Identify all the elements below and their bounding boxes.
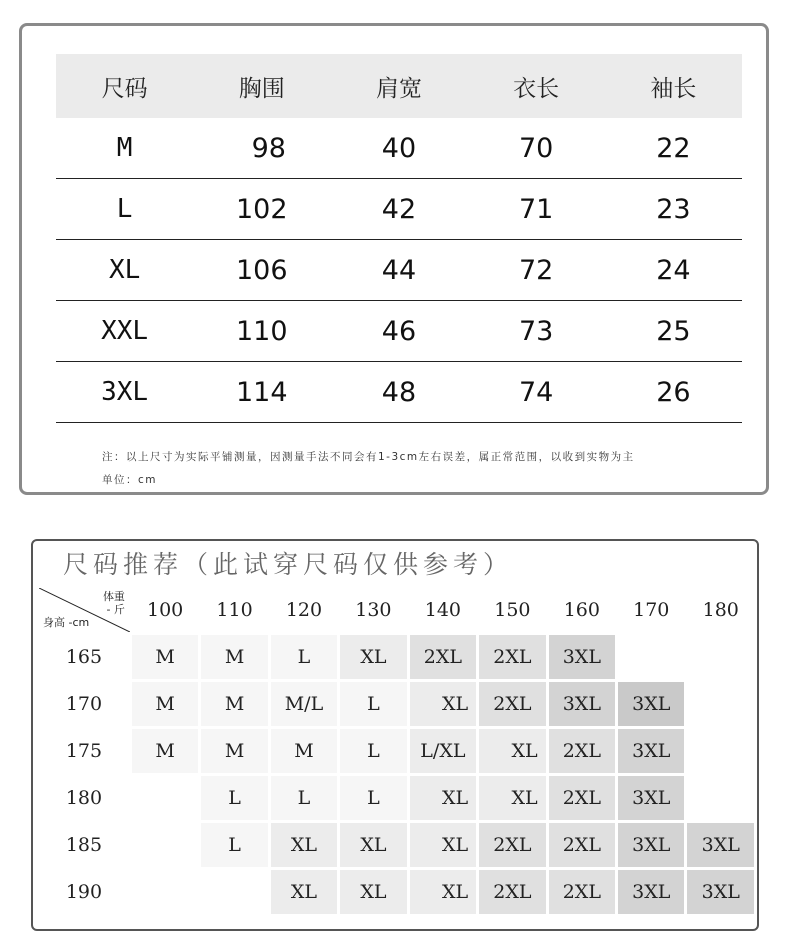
header-shoulder: 肩宽 [330,54,467,118]
table-row [56,240,742,301]
weight-header: 180 [702,599,739,621]
height-header: 170 [65,693,103,715]
chest-cell: 106 [193,240,330,301]
sleeve-cell: 24 [605,240,742,301]
table-row [39,776,754,820]
length-cell: 72 [468,240,605,301]
weight-unit: - 斤 [106,603,125,616]
size-cell: 3XL [618,776,684,820]
table-row [39,729,754,773]
size-cell: XXL [56,301,193,362]
size-cell: 3XL [618,682,684,726]
weight-header: 130 [355,599,392,621]
size-cell: 2XL [479,870,545,914]
recommendation-table [36,585,757,917]
size-cell [687,635,754,679]
table-row [56,118,742,179]
size-cell: 2XL [479,823,545,867]
size-cell: 3XL [549,635,615,679]
weight-header-row [39,588,754,632]
size-cell: L [201,823,267,867]
size-cell: M [132,635,198,679]
chest-cell: 102 [193,179,330,240]
sleeve-cell: 23 [605,179,742,240]
size-cell: 2XL [549,729,615,773]
size-cell: 3XL [618,870,684,914]
size-cell: L/XL [410,729,477,773]
chest-cell: 98 [193,118,330,179]
size-cell: L [340,729,406,773]
weight-header: 120 [285,599,323,621]
header-length: 衣长 [468,54,605,118]
table-row [56,362,742,423]
header-sleeve: 袖长 [605,54,742,118]
length-cell: 70 [468,118,605,179]
size-cell: 3XL [56,362,193,423]
size-cell [132,776,198,820]
size-cell: XL [340,635,406,679]
size-cell: 3XL [618,729,684,773]
weight-header: 110 [216,599,253,621]
size-cell [201,870,267,914]
sleeve-cell: 26 [605,362,742,423]
size-cell: L [201,776,267,820]
size-cell: 2XL [410,635,477,679]
size-cell: XL [271,823,337,867]
size-cell: 2XL [549,776,615,820]
table-row [56,179,742,240]
size-cell: XL [56,240,193,301]
unit-note: 单位：cm [102,474,158,486]
shoulder-cell: 48 [330,362,467,423]
size-cell [132,823,198,867]
size-cell: 2XL [479,682,545,726]
size-chart-header-row [56,54,742,118]
header-size: 尺码 [56,54,193,118]
length-cell: 73 [468,301,605,362]
size-cell: M/L [271,682,337,726]
chest-cell: 114 [193,362,330,423]
height-header: 185 [65,834,103,856]
size-cell: XL [479,776,545,820]
size-cell: L [56,179,193,240]
weight-header: 150 [494,599,531,621]
size-cell: M [201,729,267,773]
weight-header: 100 [147,599,184,621]
chest-cell: 110 [193,301,330,362]
shoulder-cell: 46 [330,301,467,362]
size-recommendation-card [31,539,759,931]
shoulder-cell: 40 [330,118,467,179]
weight-label: 体重 [102,590,125,603]
size-cell: 3XL [618,823,684,867]
size-cell [132,870,198,914]
height-axis-label: 身高 -cm [43,616,90,629]
size-cell: XL [479,729,545,773]
size-cell: XL [271,870,337,914]
size-cell: M [201,682,267,726]
table-row [56,301,742,362]
size-cell: 3XL [549,682,615,726]
height-header: 190 [65,881,103,903]
table-row [39,870,754,914]
height-header: 180 [65,787,103,809]
size-cell: XL [410,776,477,820]
size-cell: M [271,729,337,773]
size-cell: 2XL [549,823,615,867]
size-cell [618,635,684,679]
size-cell [687,776,754,820]
shoulder-cell: 42 [330,179,467,240]
size-cell: XL [410,870,477,914]
shoulder-cell: 44 [330,240,467,301]
weight-header: 140 [424,599,462,621]
sleeve-cell: 22 [605,118,742,179]
size-cell: XL [410,682,477,726]
table-row [39,682,754,726]
size-cell: L [271,635,337,679]
size-cell: L [340,776,406,820]
table-row [39,635,754,679]
measurement-note: 注：以上尺寸为实际平铺测量，因测量手法不同会有1-3cm左右误差，属正常范围，以收到实物为主 [102,451,635,463]
size-cell: M [56,118,193,179]
table-row [39,823,754,867]
size-cell: XL [340,870,406,914]
corner-header [39,588,129,632]
sleeve-cell: 25 [605,301,742,362]
size-cell: 3XL [687,870,754,914]
size-cell: XL [410,823,477,867]
size-cell: 3XL [687,823,754,867]
size-cell: 2XL [479,635,545,679]
size-cell: M [201,635,267,679]
size-cell: L [340,682,406,726]
recommendation-title: 尺码推荐（此试穿尺码仅供参考） [63,550,514,579]
size-cell: 2XL [549,870,615,914]
height-header: 165 [65,646,103,668]
size-cell [687,729,754,773]
weight-header: 170 [633,599,670,621]
length-cell: 74 [468,362,605,423]
size-cell [687,682,754,726]
weight-header: 160 [563,599,600,621]
size-cell: L [271,776,337,820]
length-cell: 71 [468,179,605,240]
header-chest: 胸围 [193,54,330,118]
size-chart-card [19,23,769,495]
height-header: 175 [65,740,103,762]
size-cell: M [132,729,198,773]
size-cell: XL [340,823,406,867]
weight-axis-label [103,590,125,616]
size-chart-table [56,54,742,423]
size-cell: M [132,682,198,726]
